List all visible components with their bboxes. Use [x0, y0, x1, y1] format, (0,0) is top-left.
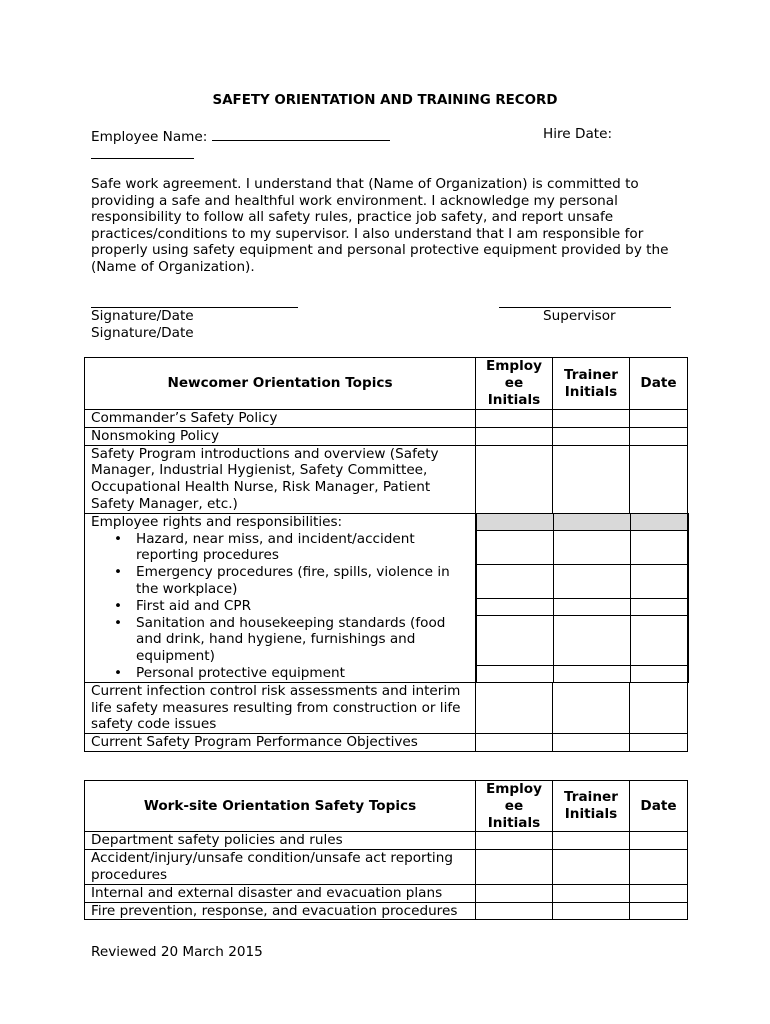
- date-cell[interactable]: [630, 734, 688, 752]
- newcomer-topics-header: Newcomer Orientation Topics: [85, 358, 476, 410]
- employee-initials-cell[interactable]: [476, 734, 553, 752]
- list-item: • Hazard, near miss, and incident/accident reporting procedures: [136, 531, 471, 565]
- date-cell[interactable]: [631, 598, 689, 615]
- employee-name-label: Employee Name:: [91, 129, 208, 145]
- date-cell[interactable]: [631, 530, 689, 564]
- employee-name-line: [212, 126, 390, 141]
- table-row: Safety Program introductions and overview (Safety Manager, Industrial Hygienist, Safety Committee, Occupational Health Nurse, Risk Manager, Patient Safety Manager, etc.): [85, 445, 476, 513]
- employee-initials-cell[interactable]: [477, 530, 554, 564]
- supervisor-label: Supervisor: [543, 308, 616, 324]
- employee-initials-cell[interactable]: [476, 682, 553, 733]
- table-row: Current infection control risk assessments and interim life safety measures resulting from construction or life safety code issues: [85, 682, 476, 733]
- date-cell[interactable]: [630, 427, 688, 445]
- date-cell[interactable]: [630, 682, 688, 733]
- trainer-initials-cell[interactable]: [553, 734, 630, 752]
- date-cell[interactable]: [630, 832, 688, 850]
- employee-name-field[interactable]: [91, 126, 390, 145]
- trainer-initials-cell[interactable]: [554, 530, 631, 564]
- trainer-initials-cell[interactable]: [553, 682, 630, 733]
- employee-initials-cell[interactable]: [476, 427, 553, 445]
- table-row: Nonsmoking Policy: [85, 427, 476, 445]
- shaded-cell: [554, 513, 631, 530]
- employee-initials-cell[interactable]: [476, 902, 553, 920]
- date-cell[interactable]: [630, 445, 688, 513]
- date-header: Date: [630, 358, 688, 410]
- trainer-initials-cell[interactable]: [554, 598, 631, 615]
- list-item: • First aid and CPR: [136, 598, 471, 615]
- hire-date-line[interactable]: [91, 145, 194, 159]
- table-row: Fire prevention, response, and evacuation procedures: [85, 902, 476, 920]
- employee-initials-cell[interactable]: [477, 598, 554, 615]
- rights-heading: Employee rights and responsibilities:: [91, 513, 343, 530]
- trainer-initials-cell[interactable]: [554, 615, 631, 665]
- table-row: [85, 513, 476, 682]
- date-cell[interactable]: [630, 902, 688, 920]
- date-cell[interactable]: [631, 615, 689, 665]
- page-title: SAFETY ORIENTATION AND TRAINING RECORD: [212, 93, 558, 108]
- employee-initials-cell[interactable]: [476, 445, 553, 513]
- safe-work-agreement: Safe work agreement. I understand that (Name of Organization) is committed to providing a safe and healthful work environment. I acknowledge my personal responsibility to follow all safety rules, practice job safety, and report unsafe practices/conditions to my supervisor. I also understand that I am responsible for properly using safety equipment and personal protective equipment provided by the (Name of Organization).: [91, 176, 669, 275]
- worksite-orientation-table: [84, 780, 688, 920]
- table-row: Internal and external disaster and evacuation plans: [85, 884, 476, 902]
- trainer-initials-cell[interactable]: [554, 665, 631, 682]
- signature-label-2: Signature/Date: [91, 325, 194, 341]
- shaded-cell: [477, 513, 554, 530]
- trainer-initials-cell[interactable]: [553, 832, 630, 850]
- footer-reviewed-date: Reviewed 20 March 2015: [91, 944, 263, 960]
- rights-bullet-list: [91, 531, 471, 682]
- trainer-initials-cell[interactable]: [553, 884, 630, 902]
- table-row: Commander’s Safety Policy: [85, 410, 476, 428]
- employee-initials-cell[interactable]: [476, 410, 553, 428]
- date-cell[interactable]: [631, 564, 689, 598]
- date-cell[interactable]: [630, 410, 688, 428]
- shaded-cell: [631, 513, 689, 530]
- trainer-initials-cell[interactable]: [554, 564, 631, 598]
- date-cell[interactable]: [630, 850, 688, 885]
- table-row: Department safety policies and rules: [85, 832, 476, 850]
- date-cell[interactable]: [630, 884, 688, 902]
- trainer-initials-cell[interactable]: [553, 410, 630, 428]
- employee-initials-header: Employ ee Initials: [476, 781, 553, 832]
- rights-initials-cells: [476, 513, 688, 682]
- employee-initials-cell[interactable]: [476, 832, 553, 850]
- trainer-initials-cell[interactable]: [553, 902, 630, 920]
- signature-label-1: Signature/Date: [91, 308, 194, 324]
- employee-initials-cell[interactable]: [476, 884, 553, 902]
- list-item: • Sanitation and housekeeping standards (food and drink, hand hygiene, furnishings and equipment): [136, 615, 471, 665]
- date-cell[interactable]: [631, 665, 689, 682]
- worksite-topics-header: Work-site Orientation Safety Topics: [85, 781, 476, 832]
- trainer-initials-cell[interactable]: [553, 427, 630, 445]
- list-item: • Personal protective equipment: [136, 665, 471, 682]
- table-row: Current Safety Program Performance Objectives: [85, 734, 476, 752]
- trainer-initials-cell[interactable]: [553, 445, 630, 513]
- newcomer-orientation-table: [84, 357, 688, 752]
- trainer-initials-cell[interactable]: [553, 850, 630, 885]
- trainer-initials-header: Trainer Initials: [553, 358, 630, 410]
- employee-initials-cell[interactable]: [477, 665, 554, 682]
- trainer-initials-header: Trainer Initials: [553, 781, 630, 832]
- employee-initials-cell[interactable]: [477, 564, 554, 598]
- employee-initials-header: Employ ee Initials: [476, 358, 553, 410]
- list-item: • Emergency procedures (fire, spills, violence in the workplace): [136, 564, 471, 598]
- table-row: Accident/injury/unsafe condition/unsafe act reporting procedures: [85, 850, 476, 885]
- date-header: Date: [630, 781, 688, 832]
- employee-initials-cell[interactable]: [477, 615, 554, 665]
- employee-initials-cell[interactable]: [476, 850, 553, 885]
- hire-date-label: Hire Date:: [543, 126, 613, 142]
